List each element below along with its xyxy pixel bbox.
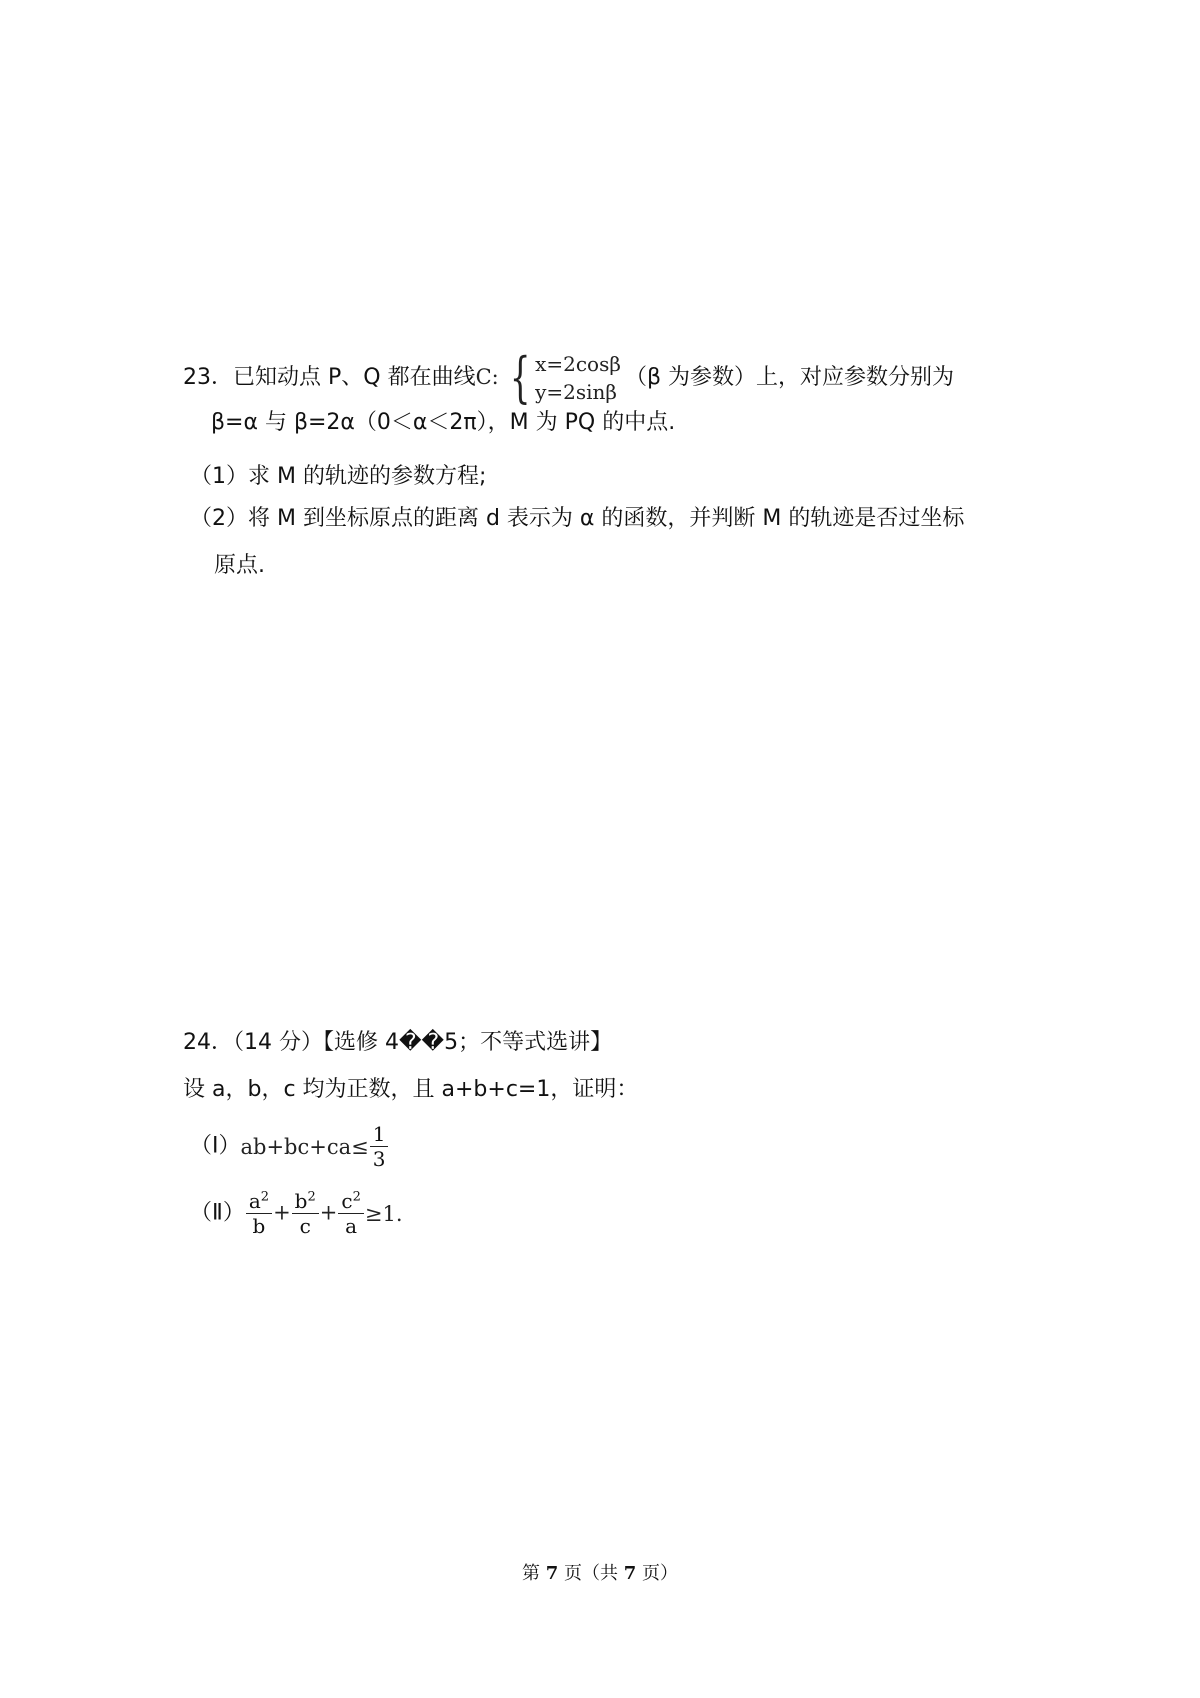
fraction-denominator: 3	[372, 1147, 386, 1171]
footer-mid: 页（共	[564, 1563, 618, 1584]
page-footer	[0, 1559, 1200, 1585]
q23-eq-x: x=2cosβ	[535, 352, 621, 376]
q24-part1-label: （Ⅰ）	[190, 1133, 241, 1159]
q23-part2-b: 原点.	[214, 553, 265, 578]
q23-part2-a: （2）将 M 到坐标原点的距离 d 表示为 α 的函数，并判断 M 的轨迹是否过坐标	[190, 506, 965, 531]
q23-line1	[183, 346, 954, 409]
q23-eq-y: y=2sinβ	[535, 380, 617, 404]
q23-intro: 23．已知动点 P、Q 都在曲线	[183, 365, 476, 390]
q24-part2: （Ⅱ） $\frac{a^2}{b}$ + $\frac{b^2}{c}$ + $\frac{c^2}{a}$ ≥1.	[190, 1189, 403, 1238]
q23-curve-label: C:	[475, 365, 499, 389]
q23-intro-tail: （β 为参数）上，对应参数分别为	[624, 365, 954, 390]
left-brace-icon: {	[509, 346, 531, 409]
fraction-numerator: 1	[370, 1123, 389, 1147]
q24-part2-tail: ≥1.	[364, 1201, 403, 1226]
q24-given: 设 a，b，c 均为正数，且 a+b+c=1，证明：	[183, 1077, 639, 1102]
footer-post: 页）	[642, 1563, 678, 1584]
q24-part2-label: （Ⅱ）	[190, 1200, 245, 1226]
q24-part1-expr: ab+bc+ca≤	[240, 1134, 369, 1159]
q23-parametric-system	[503, 346, 621, 409]
fraction-a2-over-b: $\frac{a^2}{b}$	[246, 1190, 272, 1237]
q23-line2: β=α 与 β=2α（0＜α＜2π），M 为 PQ 的中点.	[211, 410, 676, 435]
fraction-b2-over-c: $\frac{b^2}{c}$	[292, 1190, 319, 1237]
q24-header: 24．（14 分）【选修 4��5；不等式选讲】	[183, 1030, 613, 1055]
footer-pre: 第	[522, 1563, 540, 1584]
footer-total-pages: 7	[623, 1563, 637, 1584]
footer-page-number: 7	[545, 1563, 559, 1584]
q23-part1: （1）求 M 的轨迹的参数方程;	[190, 464, 487, 489]
q24-part1-fraction	[370, 1123, 389, 1170]
fraction-c2-over-a: $\frac{c^2}{a}$	[338, 1190, 363, 1237]
q24-part1	[190, 1123, 389, 1170]
